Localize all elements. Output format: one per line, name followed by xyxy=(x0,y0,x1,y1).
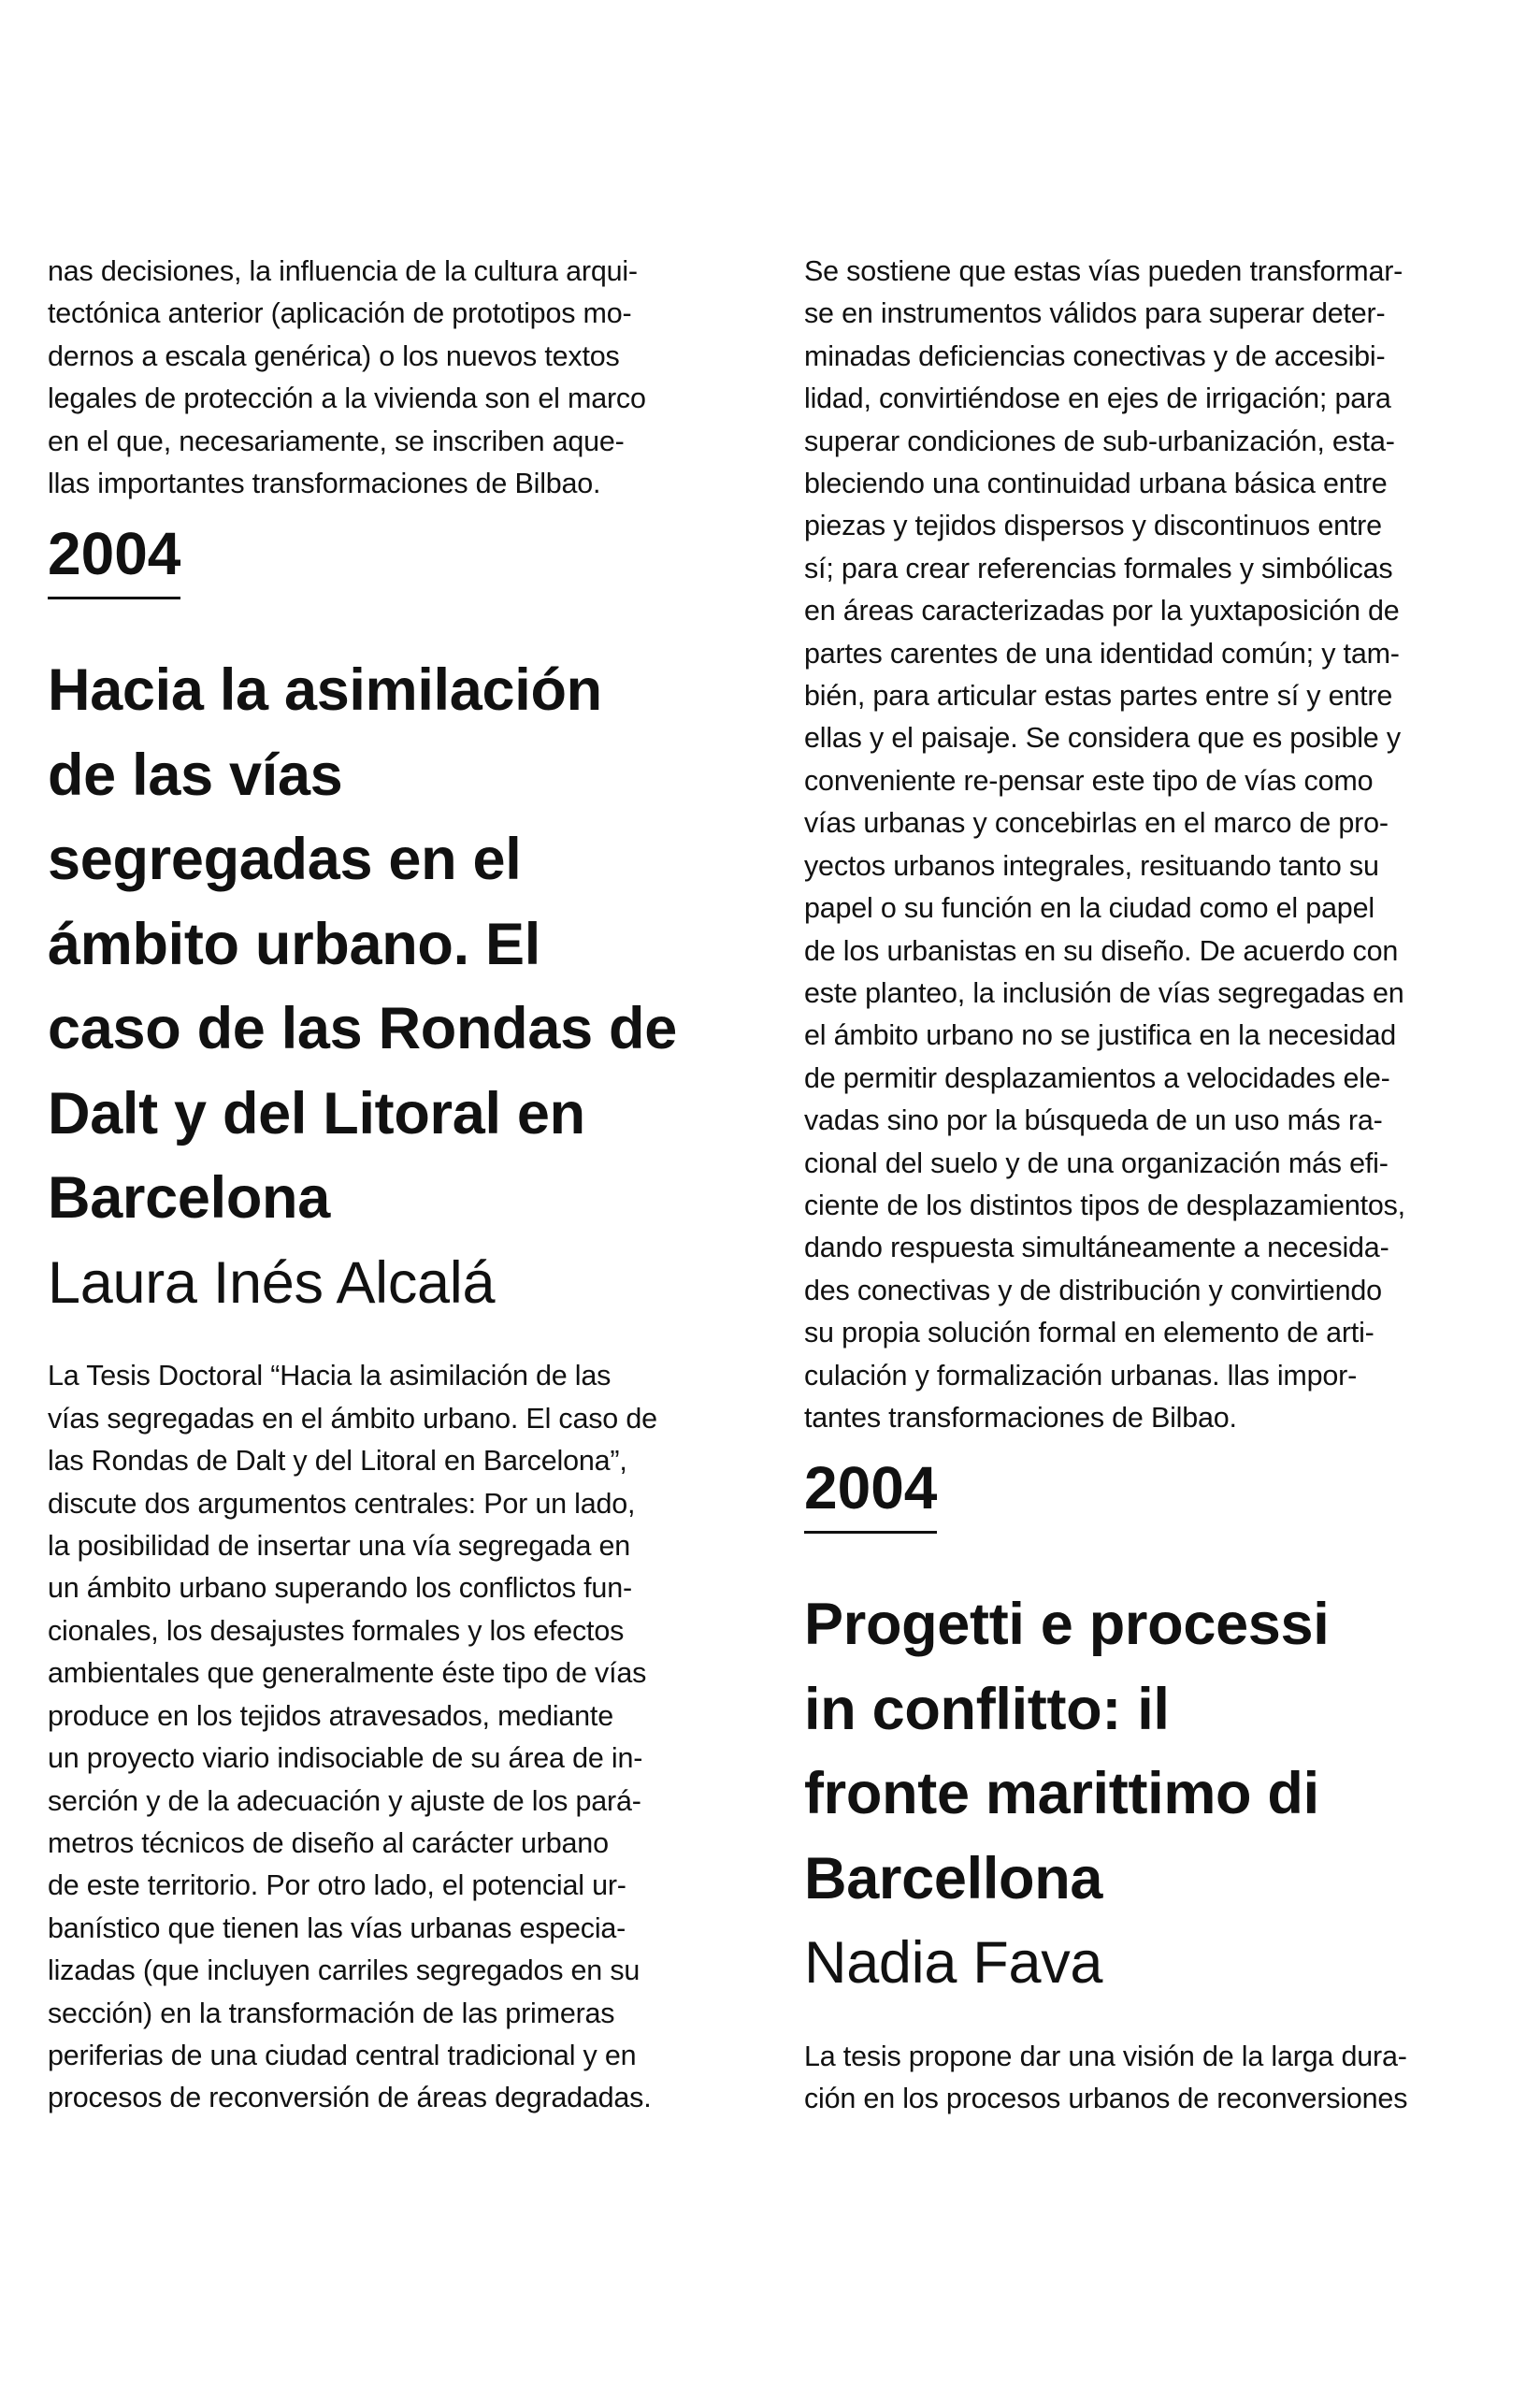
entry-author: Laura Inés Alcalá xyxy=(48,1249,496,1316)
entry-title: Progetti e processi in conflitto: il fronte marittimo di Barcellona xyxy=(804,1592,1330,1911)
entry-year: 2004 xyxy=(48,524,180,599)
continued-paragraph: Se sostiene que estas vías pueden transformar- se en instrumentos válidos para superar deter- minadas deficiencias conectivas y de accesibi- lidad, convirtiéndose en ejes de irrigación; para superar condiciones de sub-urbanización, esta- bleciendo una continuidad urbana básica entre piezas y tejidos dispersos y discontinuos entre sí; para crear referencias formales y simbólicas en áreas caracterizadas por la yuxtaposición de partes carentes de una identidad común; y tam- bién, para articular estas partes entre sí y entre ellas y el paisaje. Se considera que es posible y conveniente re-pensar este tipo de vías como vías urbanas y concebirlas en el marco de pro- yectos urbanos integrales, resituando tanto su papel o su función en la ciudad como el papel de los urbanistas en su diseño. De acuerdo con este planteo, la inclusión de vías segregadas en el ámbito urbano no se justifica en la necesidad de permitir desplazamientos a velocidades ele- vadas sino por la búsqueda de un uso más ra- cional del suelo y de una organización más efi- ciente de los distintos tipos de desplazamientos, dando respuesta simultáneamente a necesida- des conectivas y de distribución y convirtiendo su propia solución formal en elemento de arti- culación y formalización urbanas. llas impor- tantes transformaciones de Bilbao. xyxy=(804,255,1405,1434)
right-column xyxy=(804,251,1468,2121)
entry-year: 2004 xyxy=(804,1458,937,1534)
left-column xyxy=(48,251,712,2120)
entry-author: Nadia Fava xyxy=(804,1930,1103,1997)
entry-abstract: La Tesis Doctoral “Hacia la asimilación de las vías segregadas en el ámbito urbano. El caso de las Rondas de Dalt y del Litoral en Barcelona”, discute dos argumentos centrales: Por un lado, la posibilidad de insertar una vía segregada en un ámbito urbano superando los conflictos fun- cionales, los desajustes formales y los efectos ambientales que generalmente éste tipo de vías produce en los tejidos atravesados, mediante un proyecto viario indisociable de su área de in- serción y de la adecuación y ajuste de los pará- metros técnicos de diseño al carácter urbano de este territorio. Por otro lado, el potencial ur- banístico que tienen las vías urbanas especia- lizadas (que incluyen carriles segregados en su sección) en la transformación de las primeras periferias de una ciudad central tradicional y en procesos de reconversión de áreas degradadas. xyxy=(48,1360,657,2114)
entry-abstract: La tesis propone dar una visión de la larga dura- ción en los procesos urbanos de reconversiones xyxy=(804,2040,1408,2115)
intro-paragraph: nas decisiones, la influencia de la cultura arqui- tectónica anterior (aplicación de prototipos mo- dernos a escala genérica) o los nuevos textos legales de protección a la vivienda son el marco en el que, necesariamente, se inscriben aque- llas importantes transformaciones de Bilbao. xyxy=(48,255,646,500)
entry-title: Hacia la asimilación de las vías segregadas en el ámbito urbano. El caso de las Rondas de Dalt y del Litoral en Barcelona xyxy=(48,657,677,1232)
